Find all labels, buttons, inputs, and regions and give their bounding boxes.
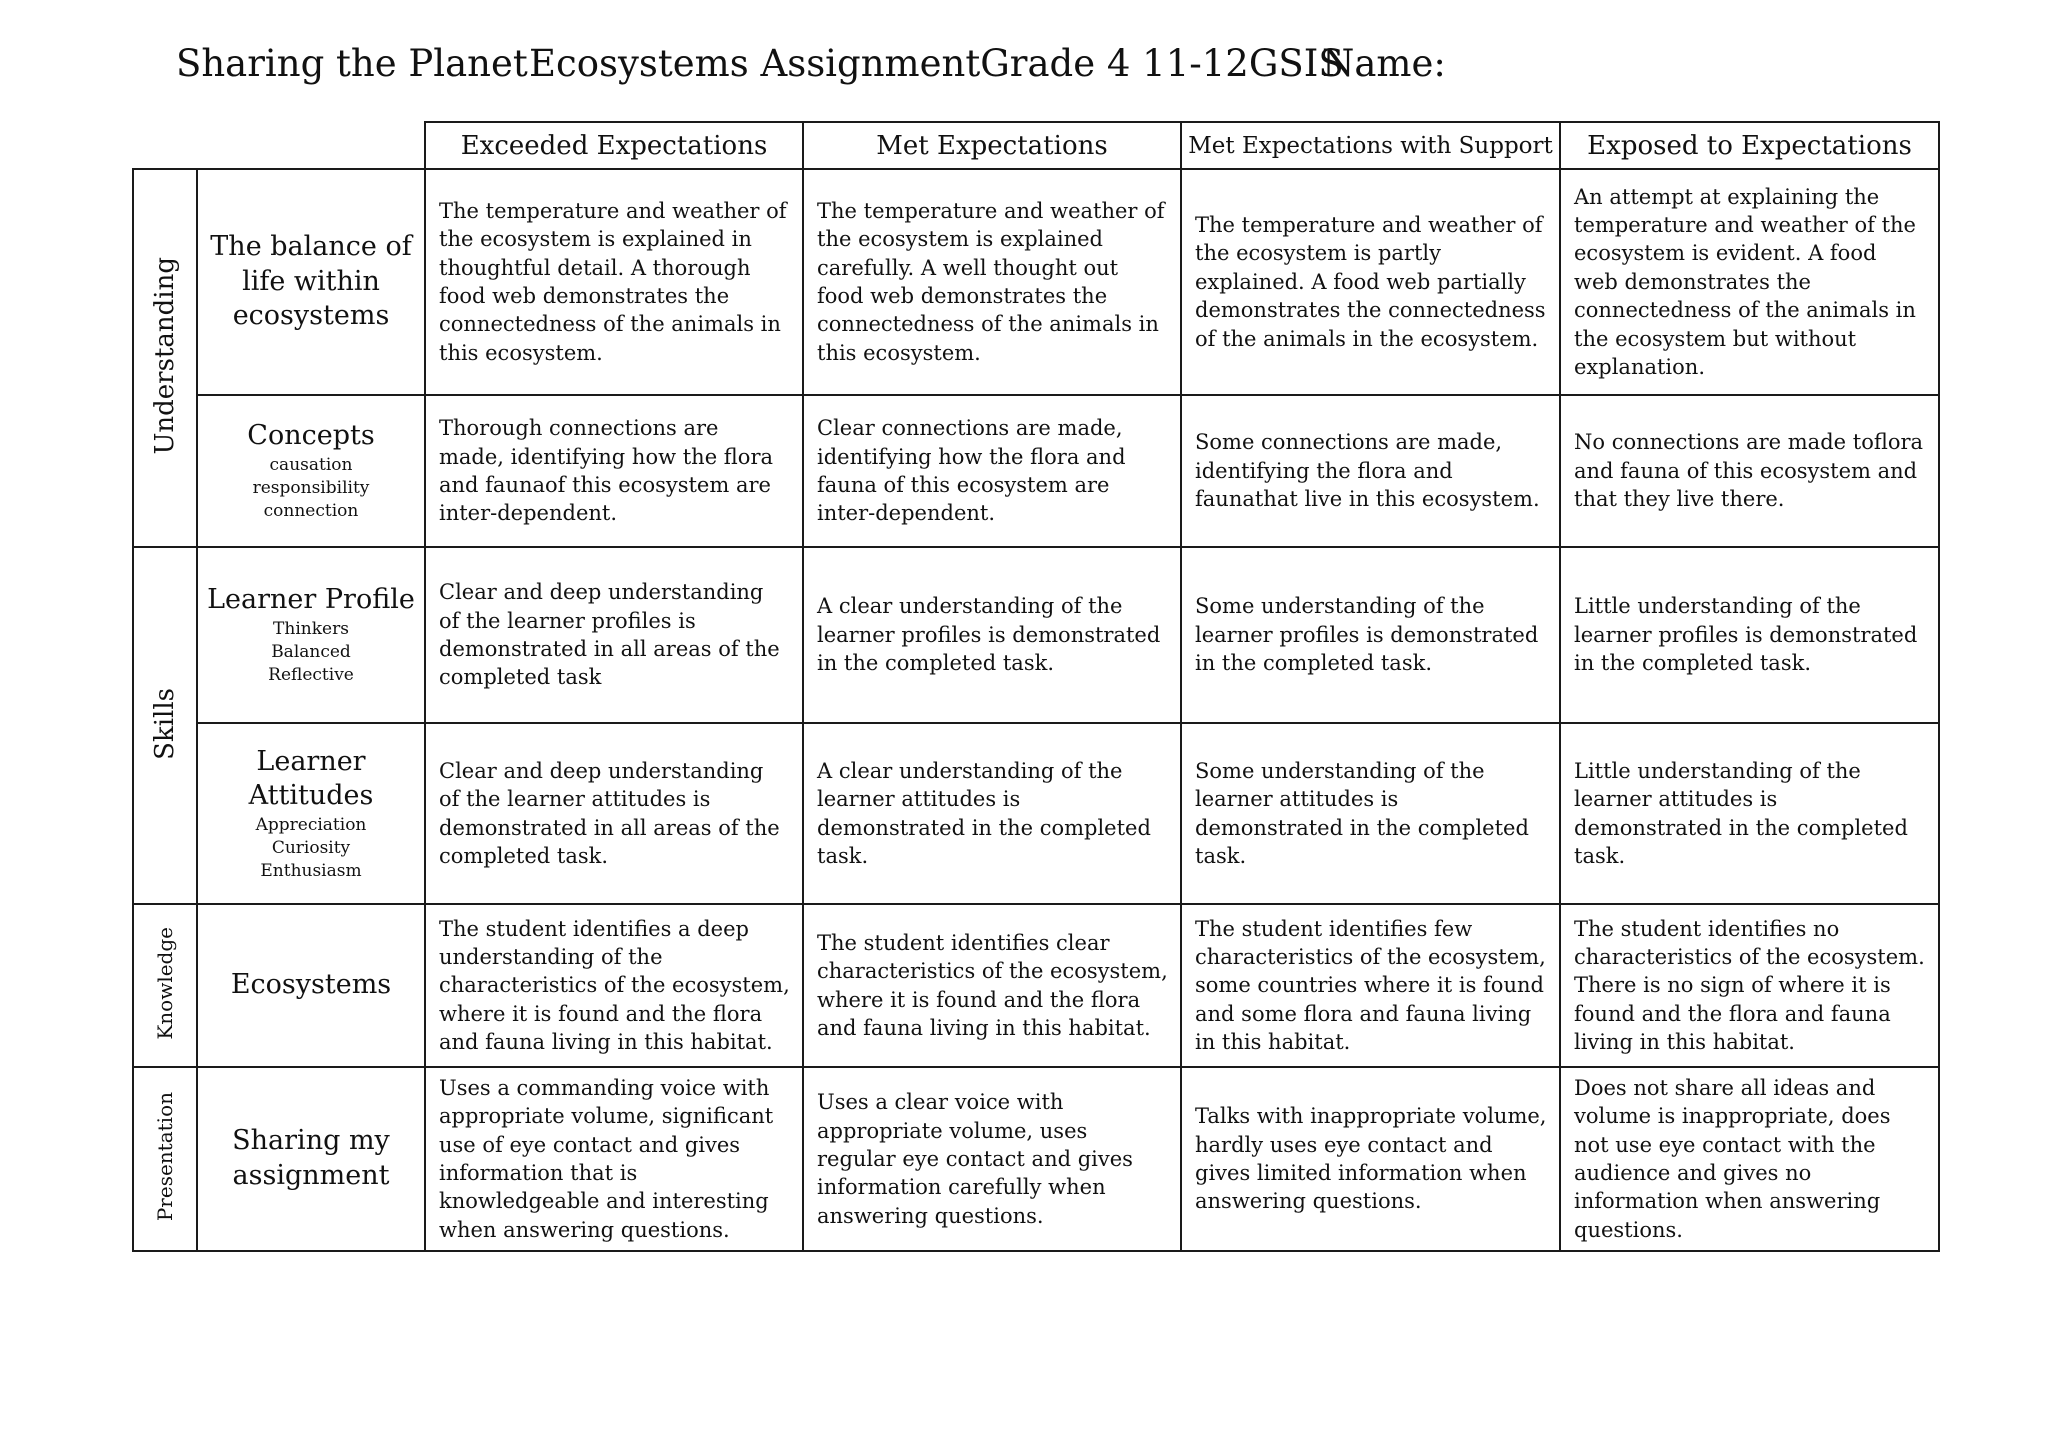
rubric-cell: The student identifies few characteristics of the ecosystem, some countries where it is found and some flora and fauna living in this habitat.: [1181, 904, 1560, 1067]
group-cell: [133, 904, 197, 1067]
row-title: Learner Profile: [207, 584, 415, 616]
row-title: Sharing my assignment: [232, 1125, 390, 1192]
row-label: [197, 169, 425, 395]
rubric-row: [133, 395, 1939, 547]
row-sublabel: Balanced: [271, 641, 351, 662]
rubric-cell: Does not share all ideas and volume is inappropriate, does not use eye contact with the audience and gives no information when answering questions.: [1560, 1067, 1939, 1251]
rubric-cell: Little understanding of the learner attitudes is demonstrated in the completed task.: [1560, 723, 1939, 904]
row-sublabel: responsibility: [252, 477, 370, 498]
row-sublabel: Appreciation: [255, 814, 367, 835]
rubric-cell: No connections are made toflora and fauna of this ecosystem and that they live there.: [1560, 395, 1939, 547]
rubric-cell: Clear and deep understanding of the learner profiles is demonstrated in all areas of the completed task: [425, 547, 803, 723]
row-sublabel: connection: [263, 500, 359, 521]
rubric-cell: Clear connections are made, identifying how the flora and fauna of this ecosystem are inter-dependent.: [803, 395, 1181, 547]
rubric-cell: Some understanding of the learner attitudes is demonstrated in the completed task.: [1181, 723, 1560, 904]
rubric-cell: The temperature and weather of the ecosystem is explained in thoughtful detail. A thorough food web demonstrates the connectedness of the animals in this ecosystem.: [425, 169, 803, 395]
group-label-knowledge: Knowledge: [153, 927, 177, 1040]
rubric-row: [133, 169, 1939, 395]
rubric-row: [133, 547, 1939, 723]
rubric-cell: The temperature and weather of the ecosystem is partly explained. A food web partially demonstrates the connectedness of the animals in the ecosystem.: [1181, 169, 1560, 395]
group-label-understanding: Understanding: [150, 257, 180, 455]
rubric-table: [132, 121, 1940, 1252]
column-header: Exceeded Expectations: [425, 122, 803, 169]
rubric-cell: A clear understanding of the learner attitudes is demonstrated in the completed task.: [803, 723, 1181, 904]
row-sublabel: Enthusiasm: [260, 860, 362, 881]
rubric-cell: The student identifies clear characteristics of the ecosystem, where it is found and the flora and fauna living in this habitat.: [803, 904, 1181, 1067]
row-title: Concepts: [247, 420, 375, 452]
rubric-cell: Some understanding of the learner profiles is demonstrated in the completed task.: [1181, 547, 1560, 723]
name-label: Name:: [1322, 42, 1446, 85]
rubric-cell: The student identifies no characteristics of the ecosystem. There is no sign of where it is found and the flora and fauna living in this habitat.: [1560, 904, 1939, 1067]
assignment-title: Ecosystems AssignmentGrade 4 11-12GSIS: [529, 42, 1344, 85]
rubric-row: [133, 1067, 1939, 1251]
row-sublabel: Curiosity: [271, 837, 351, 858]
rubric-cell: Uses a clear voice with appropriate volume, uses regular eye contact and gives information carefully when answering questions.: [803, 1067, 1181, 1251]
page-title: Sharing the Planet: [176, 42, 528, 85]
rubric-row: [133, 723, 1939, 904]
row-title: The balance of life within ecosystems: [210, 231, 412, 332]
rubric-cell: An attempt at explaining the temperature and weather of the ecosystem is evident. A food web demonstrates the connectedness of the animals in the ecosystem but without explanation.: [1560, 169, 1939, 395]
rubric-row: [133, 904, 1939, 1067]
rubric-cell: Little understanding of the learner profiles is demonstrated in the completed task.: [1560, 547, 1939, 723]
group-cell: [133, 1067, 197, 1251]
rubric-cell: Some connections are made, identifying the flora and faunathat live in this ecosystem.: [1181, 395, 1560, 547]
column-header: Met Expectations: [803, 122, 1181, 169]
empty-corner: [133, 122, 197, 169]
rubric-cell: The student identifies a deep understanding of the characteristics of the ecosystem, where it is found and the flora and fauna living in this habitat.: [425, 904, 803, 1067]
rubric-cell: A clear understanding of the learner profiles is demonstrated in the completed task.: [803, 547, 1181, 723]
column-header: Exposed to Expectations: [1560, 122, 1939, 169]
rubric-cell: Thorough connections are made, identifying how the flora and faunaof this ecosystem are inter-dependent.: [425, 395, 803, 547]
row-label: [197, 904, 425, 1067]
group-label-presentation: Presentation: [153, 1092, 177, 1222]
empty-corner: [197, 122, 425, 169]
rubric-cell: The temperature and weather of the ecosystem is explained carefully. A well thought out food web demonstrates the connectedness of the animals in this ecosystem.: [803, 169, 1181, 395]
row-sublabel: Thinkers: [273, 618, 349, 639]
row-label: [197, 395, 425, 547]
column-header: Met Expectations with Support: [1181, 122, 1560, 169]
column-header-row: [133, 122, 1939, 169]
group-label-skills: Skills: [150, 687, 180, 760]
row-sublabel: causation: [269, 454, 353, 475]
row-label: [197, 547, 425, 723]
row-sublabel: Reflective: [268, 664, 354, 685]
group-cell: [133, 547, 197, 904]
group-cell: [133, 169, 197, 547]
rubric-cell: Talks with inappropriate volume, hardly uses eye contact and gives limited information when answering questions.: [1181, 1067, 1560, 1251]
row-label: [197, 1067, 425, 1251]
rubric-cell: Uses a commanding voice with appropriate volume, significant use of eye contact and gives information that is knowledgeable and interesting when answering questions.: [425, 1067, 803, 1251]
row-title: Learner Attitudes: [248, 745, 374, 812]
rubric-cell: Clear and deep understanding of the learner attitudes is demonstrated in all areas of the completed task.: [425, 723, 803, 904]
row-label: [197, 723, 425, 904]
row-title: Ecosystems: [230, 969, 392, 1001]
